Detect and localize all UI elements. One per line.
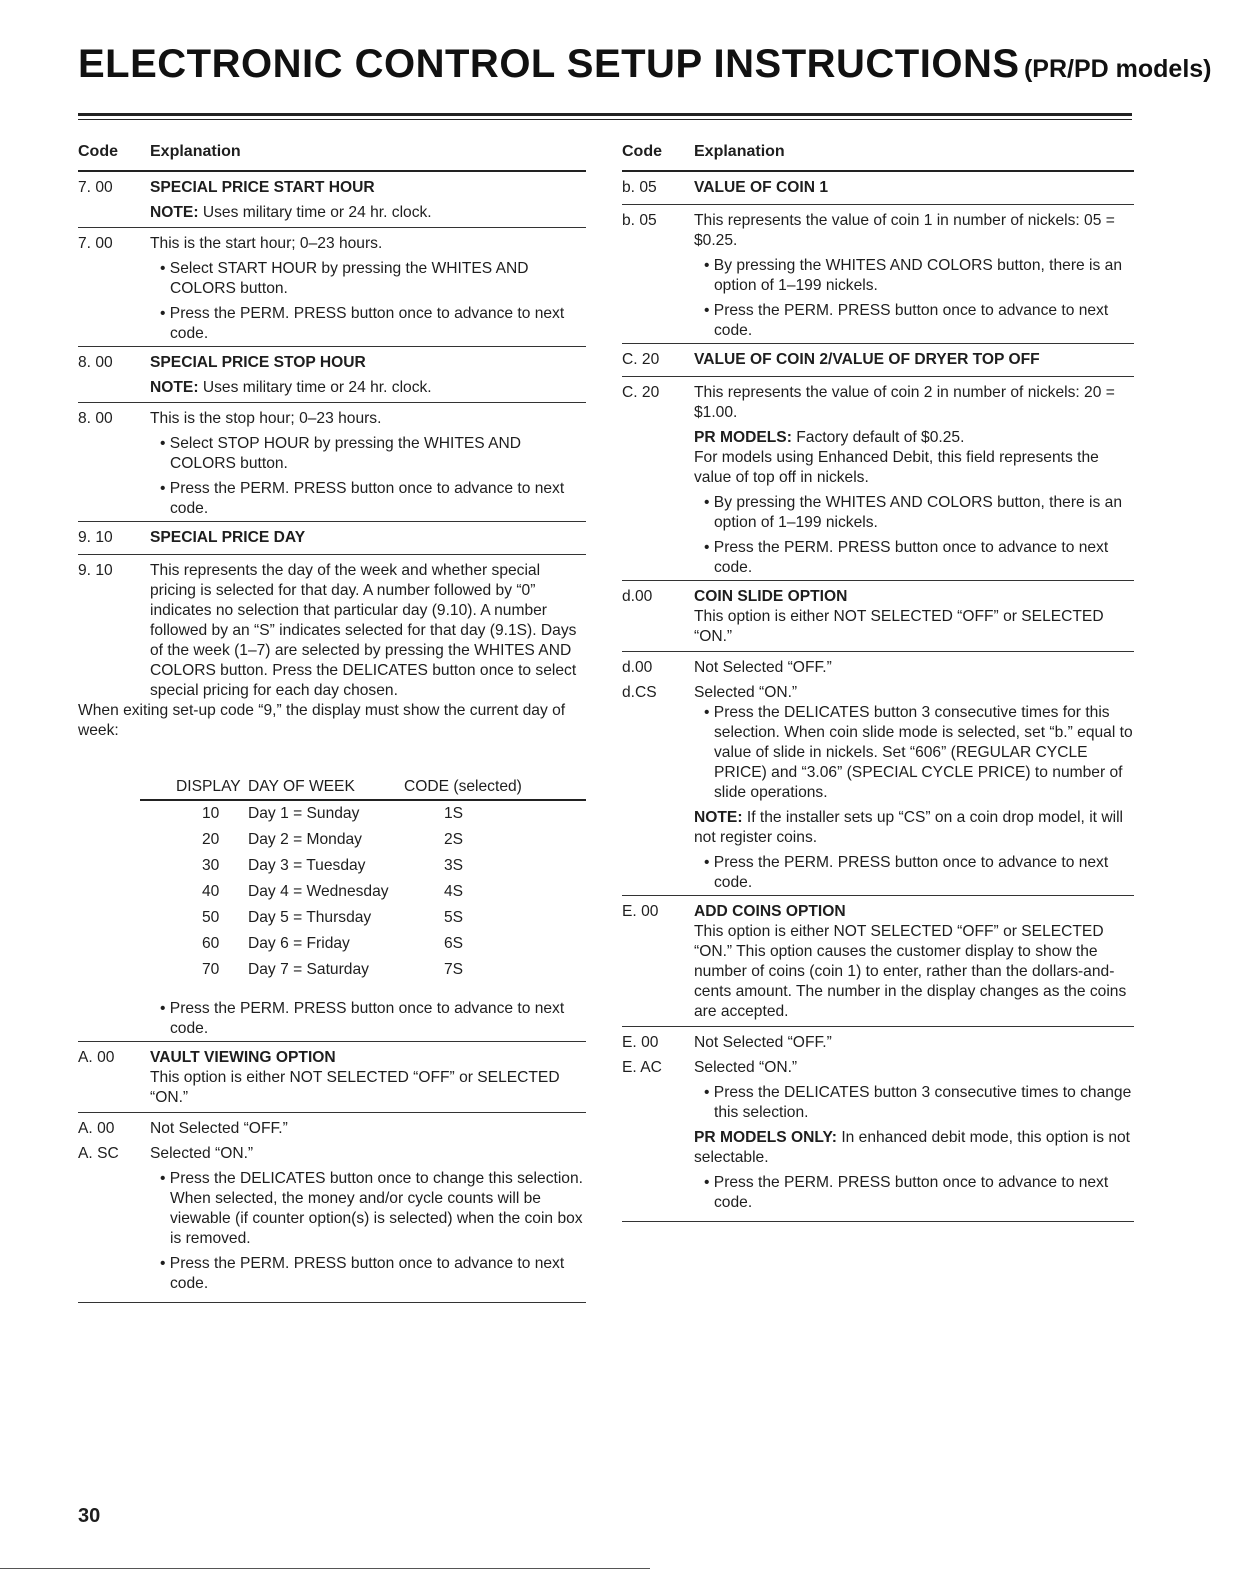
day-table: [140, 777, 586, 983]
table-cell: 40: [202, 883, 220, 900]
right-column: [622, 142, 1134, 1222]
divider: [78, 227, 586, 228]
header-code: Code: [622, 143, 662, 160]
description-text: Selected “ON.”: [150, 1145, 254, 1162]
title-sub: (PR/PD models): [1023, 55, 1212, 83]
table-cell: 70: [202, 961, 220, 978]
note-text: Uses military time or 24 hr. clock.: [202, 379, 432, 396]
bullet-item: • Press the PERM. PRESS button once to advance to next code.: [160, 1255, 565, 1292]
table-row: [140, 801, 586, 827]
divider: [622, 1221, 1134, 1222]
table-cell: Day 2 = Monday: [248, 831, 362, 848]
bullet-item: • Press the DELICATES button 3 consecutive times for this selection. When coin slide mode is selected, set “b.” equal to value of slide in nickels. Set “606” (REGULAR CYCLE PRICE) and “3.06” (SPECIAL CYCLE PRICE) to number of slide operations.: [704, 704, 1133, 801]
code-label: d.00: [622, 659, 653, 676]
table-cell: 4S: [444, 883, 464, 900]
table-cell: Day 6 = Friday: [248, 935, 350, 952]
code-label: d.CS: [622, 684, 657, 701]
description-text: This option is either NOT SELECTED “OFF” or SELECTED “ON.”: [694, 608, 1104, 645]
table-row: [140, 905, 586, 931]
section-title: SPECIAL PRICE DAY: [150, 529, 306, 546]
table-cell: Day 1 = Sunday: [248, 805, 360, 822]
bullet-item: • Select START HOUR by pressing the WHITES AND COLORS button.: [160, 260, 529, 297]
header-explanation: Explanation: [150, 143, 241, 160]
bullet-item: • Press the DELICATES button 3 consecutive times to change this selection.: [704, 1084, 1132, 1121]
description-text: This represents the value of coin 1 in number of nickels: 05 = $0.25.: [694, 212, 1115, 249]
section-title: ADD COINS OPTION: [694, 903, 846, 920]
note-label: NOTE:: [150, 204, 199, 221]
code-label: E. AC: [622, 1059, 662, 1076]
code-row-ca: [622, 350, 1134, 370]
page-title: [78, 42, 1212, 87]
table-cell: Day 4 = Wednesday: [248, 883, 389, 900]
code-row-eb: [622, 1033, 1134, 1053]
divider: [78, 1112, 586, 1113]
divider: [622, 580, 1134, 581]
table-cell: 2S: [444, 831, 464, 848]
table-cell: 20: [202, 831, 220, 848]
divider: [622, 1026, 1134, 1027]
code-row-Aa: [78, 1048, 586, 1108]
code-label: C. 20: [622, 351, 660, 368]
code-label: C. 20: [622, 384, 660, 401]
code-row-7b: [78, 234, 586, 344]
table-header: [140, 777, 586, 801]
code-row-Ac: [78, 1144, 586, 1294]
bullet-item: • Select STOP HOUR by pressing the WHITES AND COLORS button.: [160, 435, 522, 472]
code-label: A. SC: [78, 1145, 119, 1162]
code-row-da: [622, 587, 1134, 647]
table-header-cell: DAY OF WEEK: [248, 778, 355, 795]
bullet-item: • Press the PERM. PRESS button once to advance to next code.: [704, 302, 1109, 339]
code-label: b. 05: [622, 179, 657, 196]
code-row-ba: [622, 178, 1134, 198]
code-row-cb: [622, 383, 1134, 578]
code-label: A. 00: [78, 1120, 115, 1137]
divider: [78, 346, 586, 347]
divider: [622, 204, 1134, 205]
code-label: 8. 00: [78, 354, 113, 371]
code-label: b. 05: [622, 212, 657, 229]
paragraph: When exiting set-up code “9,” the display must show the current day of week:: [78, 702, 566, 739]
code-row-db: [622, 658, 1134, 678]
code-label: 9. 10: [78, 529, 113, 546]
code-row-ea: [622, 902, 1134, 1022]
divider: [622, 376, 1134, 377]
code-row-Ab: [78, 1119, 586, 1139]
code-label: E. 00: [622, 903, 659, 920]
code-label: 9. 10: [78, 562, 113, 579]
code-row-8a: [78, 353, 586, 398]
section-title: VALUE OF COIN 1: [694, 179, 829, 196]
code-row-bb: [622, 211, 1134, 341]
code-label: 8. 00: [78, 410, 113, 427]
section-title: SPECIAL PRICE START HOUR: [150, 179, 375, 196]
description-text: Not Selected “OFF.”: [150, 1120, 288, 1137]
description-text: This option is either NOT SELECTED “OFF” or SELECTED “ON.”: [150, 1069, 560, 1106]
table-cell: 5S: [444, 909, 464, 926]
divider: [622, 895, 1134, 896]
code-label: 7. 00: [78, 235, 113, 252]
table-cell: 3S: [444, 857, 464, 874]
divider: [78, 402, 586, 403]
table-cell: Day 5 = Thursday: [248, 909, 372, 926]
table-header-cell: DISPLAY: [176, 778, 241, 795]
description-text: This represents the value of coin 2 in number of nickels: 20 = $1.00.: [694, 384, 1115, 421]
description-text: This is the start hour; 0–23 hours.: [150, 235, 383, 252]
section-title: COIN SLIDE OPTION: [694, 588, 848, 605]
bullet-item: • Press the PERM. PRESS button once to advance to next code.: [704, 854, 1109, 891]
pr-models-only-label: PR MODELS ONLY:: [694, 1129, 837, 1146]
note-text: If the installer sets up “CS” on a coin drop model, it will not register coins.: [694, 809, 1124, 846]
table-header-cell: CODE (selected): [404, 778, 522, 795]
pr-models-text: Factory default of $0.25.: [796, 429, 965, 446]
bullet-item: • Press the PERM. PRESS button once to advance to next code.: [160, 305, 565, 342]
table-row: [140, 957, 586, 983]
header-code: Code: [78, 143, 118, 160]
code-label: 7. 00: [78, 179, 113, 196]
table-row: [140, 827, 586, 853]
section-title: SPECIAL PRICE STOP HOUR: [150, 354, 366, 371]
title-main: ELECTRONIC CONTROL SETUP INSTRUCTIONS: [78, 42, 1020, 86]
page-edge-line: [0, 1568, 650, 1569]
description-text: Not Selected “OFF.”: [694, 659, 832, 676]
table-cell: 1S: [444, 805, 464, 822]
table-row: [140, 879, 586, 905]
table-cell: Day 7 = Saturday: [248, 961, 369, 978]
divider: [622, 651, 1134, 652]
table-cell: 6S: [444, 935, 464, 952]
table-row: [140, 931, 586, 957]
column-header: [78, 142, 586, 172]
bullet-item: • Press the DELICATES button once to change this selection. When selected, the money and/or cycle counts will be viewable (if counter option(s) is selected) when the coin box is removed.: [160, 1170, 583, 1247]
table-cell: 7S: [444, 961, 464, 978]
perm-row: [78, 999, 586, 1039]
description-text: This represents the day of the week and whether special pricing is selected for that day. A number followed by “0” indicates no selection that particular day (9.10). A number followed by an “S” indicates selected for that day (9.1S). Days of the week (1–7) are selected by pressing the WHITES AND COLORS button. Press the DELICATES button once to select special pricing for each day chosen.: [150, 562, 577, 699]
description-text: Selected “ON.”: [694, 1059, 798, 1076]
pr-models-label: PR MODELS:: [694, 429, 792, 446]
divider: [78, 521, 586, 522]
description-text: Not Selected “OFF.”: [694, 1034, 832, 1051]
code-row-ec: [622, 1058, 1134, 1213]
title-rule: [78, 113, 1132, 120]
description-text: This option is either NOT SELECTED “OFF” or SELECTED “ON.” This option causes the customer display to show the number of coins (coin 1) to enter, rather than the dollars-and-cents amount. The number in the display changes as the coins are accepted.: [694, 923, 1127, 1020]
table-cell: 60: [202, 935, 220, 952]
note-label: NOTE:: [694, 809, 743, 826]
code-label: E. 00: [622, 1034, 659, 1051]
divider: [78, 1041, 586, 1042]
bullet-item: • Press the PERM. PRESS button once to advance to next code.: [160, 1000, 565, 1037]
section-title: VAULT VIEWING OPTION: [150, 1049, 336, 1066]
bullet-item: • By pressing the WHITES AND COLORS button, there is an option of 1–199 nickels.: [704, 257, 1122, 294]
divider: [78, 554, 586, 555]
pr-models-only-text: In enhanced debit mode, this option is not selectable.: [694, 1129, 1130, 1166]
description-text: For models using Enhanced Debit, this field represents the value of top off in nickels.: [694, 449, 1099, 486]
code-row-9b: [78, 561, 586, 701]
description-text: This is the stop hour; 0–23 hours.: [150, 410, 382, 427]
divider: [78, 1302, 586, 1303]
column-header: [622, 142, 1134, 172]
code-label: A. 00: [78, 1049, 115, 1066]
code-row-dc: [622, 683, 1134, 893]
bullet-item: • Press the PERM. PRESS button once to advance to next code.: [704, 1174, 1109, 1211]
description-text: Selected “ON.”: [694, 684, 798, 701]
table-cell: Day 3 = Tuesday: [248, 857, 366, 874]
code-row-8b: [78, 409, 586, 519]
code-label: d.00: [622, 588, 653, 605]
code-row-7a: [78, 178, 586, 223]
divider: [622, 343, 1134, 344]
page-number: 30: [78, 1505, 101, 1527]
bullet-item: • By pressing the WHITES AND COLORS button, there is an option of 1–199 nickels.: [704, 494, 1122, 531]
section-title: VALUE OF COIN 2/VALUE OF DRYER TOP OFF: [694, 351, 1040, 368]
bullet-item: • Press the PERM. PRESS button once to advance to next code.: [704, 539, 1109, 576]
table-cell: 10: [202, 805, 220, 822]
table-row: [140, 853, 586, 879]
table-cell: 50: [202, 909, 220, 926]
table-cell: 30: [202, 857, 220, 874]
code-row-9a: [78, 528, 586, 548]
note-label: NOTE:: [150, 379, 199, 396]
header-explanation: Explanation: [694, 143, 785, 160]
note-text: Uses military time or 24 hr. clock.: [202, 204, 432, 221]
bullet-item: • Press the PERM. PRESS button once to advance to next code.: [160, 480, 565, 517]
left-column: [78, 142, 586, 1303]
